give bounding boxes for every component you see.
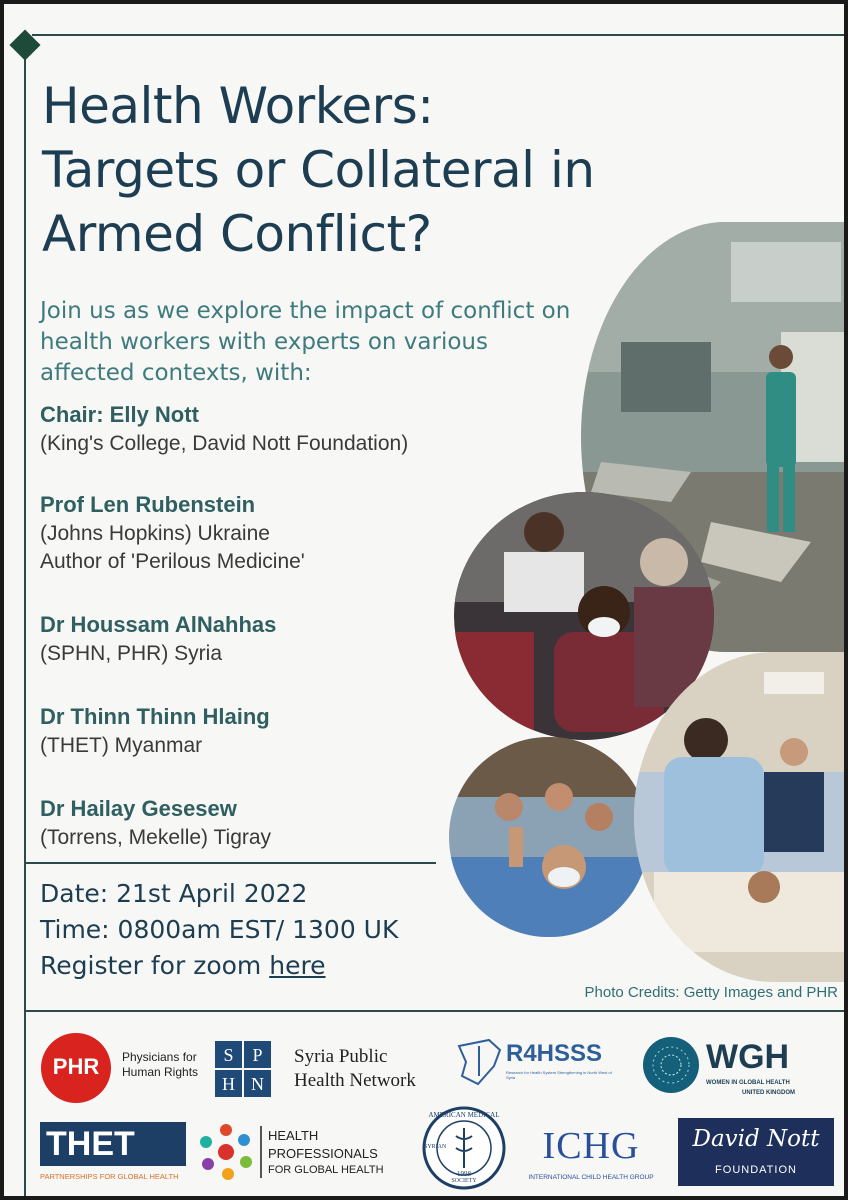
speaker-affiliation: (Johns Hopkins) Ukraine [40,522,270,545]
speaker-alnahhas [40,610,480,668]
sphn-name-line1: Syria Public [294,1046,388,1067]
speaker-affiliation: (Torrens, Mekelle) Tigray [40,826,272,849]
sphn-name-line2: Health Network [294,1070,416,1091]
speaker-name: Chair: Elly Nott [40,402,199,427]
speaker-gesesew [40,794,480,852]
wgh-globe-icon [642,1036,700,1094]
speaker-name: Dr Houssam AlNahhas [40,612,277,637]
frame-top-line [32,34,844,36]
wgh-subtitle: WOMEN IN GLOBAL HEALTH [706,1080,790,1086]
ichg-mark: ICHG [542,1125,640,1167]
thet-subtitle: PARTNERSHIPS FOR GLOBAL HEALTH [40,1172,179,1181]
r4hsss-subtitle: Research for Health System Strengthening in North West of Syria [506,1070,612,1080]
sphn-letter: P [243,1040,272,1069]
speaker-note: Author of 'Perilous Medicine' [40,550,305,573]
speaker-name: Dr Hailay Gesesew [40,796,237,821]
sphn-letter: N [243,1069,272,1098]
sphn-letter: S [214,1040,243,1069]
logo-thet [40,1122,190,1186]
section-divider [26,862,436,864]
logo-ichg [518,1124,666,1186]
logo-sams [422,1106,506,1190]
r4hsss-mark: R4HSSS [506,1040,603,1067]
sphn-letter: H [214,1069,243,1098]
speaker-affiliation: (King's College, David Nott Foundation) [40,432,409,455]
logo-sphn [214,1040,454,1104]
speaker-hlaing [40,702,480,760]
syria-map-icon [454,1036,504,1090]
logo-dnf [678,1118,834,1186]
event-register [40,948,460,984]
register-label: Register for zoom [40,951,270,980]
event-time: Time: 0800am EST/ 1300 UK [40,915,399,944]
sphn-letter-grid [214,1040,272,1098]
sams-top-text: AMERICAN MEDICAL [428,1111,500,1119]
title-line: Targets or Collateral in [42,141,595,199]
speaker-affiliation: (SPHN, PHR) Syria [40,642,223,665]
event-poster [4,4,844,1196]
ichg-subtitle: INTERNATIONAL CHILD HEALTH GROUP [528,1174,654,1181]
logo-r4hsss [454,1036,624,1096]
speaker-rubenstein [40,490,480,576]
hpgh-divider [260,1126,262,1178]
photo-protest-workers [449,737,649,937]
protest-workers-image [449,737,649,937]
frame-left-line [24,52,26,1196]
hpgh-line2: PROFESSIONALS [268,1146,378,1161]
poster-title [42,74,742,266]
phr-mark: PHR [52,1054,100,1079]
hpgh-line3: FOR GLOBAL HEALTH [268,1164,384,1176]
phr-name-line2: Human Rights [122,1065,199,1079]
event-date: Date: 21st April 2022 [40,879,308,908]
sams-left-text: SYRIAN [424,1144,447,1150]
title-line: Health Workers: [42,77,434,135]
dnf-subtitle: FOUNDATION [715,1164,797,1176]
intro-text: Join us as we explore the impact of conflict on health workers with experts on various affected contexts, with: [40,298,571,386]
speaker-chair [40,400,480,458]
title-line: Armed Conflict? [42,205,432,263]
speaker-name: Dr Thinn Thinn Hlaing [40,704,270,729]
logo-wgh [642,1034,838,1104]
logo-hpgh [196,1122,416,1186]
photo-credits: Photo Credits: Getty Images and PHR [584,984,838,1001]
register-link[interactable]: here [269,951,326,980]
logo-phr [40,1032,210,1104]
thet-mark: THET [40,1122,186,1166]
speaker-name: Prof Len Rubenstein [40,492,256,517]
dnf-mark: David Nott [692,1126,820,1152]
logo-divider [26,1010,844,1012]
speaker-affiliation: (THET) Myanmar [40,734,203,757]
phr-name-line1: Physicians for [122,1050,197,1064]
wgh-country: UNITED KINGDOM [742,1090,795,1096]
wgh-mark: WGH [706,1038,790,1076]
event-details [40,876,460,984]
sams-bottom-text: SOCIETY [451,1178,477,1184]
hpgh-line1: HEALTH [268,1128,319,1143]
hpgh-people-icon [196,1122,256,1182]
sams-year: 1998 [457,1170,471,1178]
